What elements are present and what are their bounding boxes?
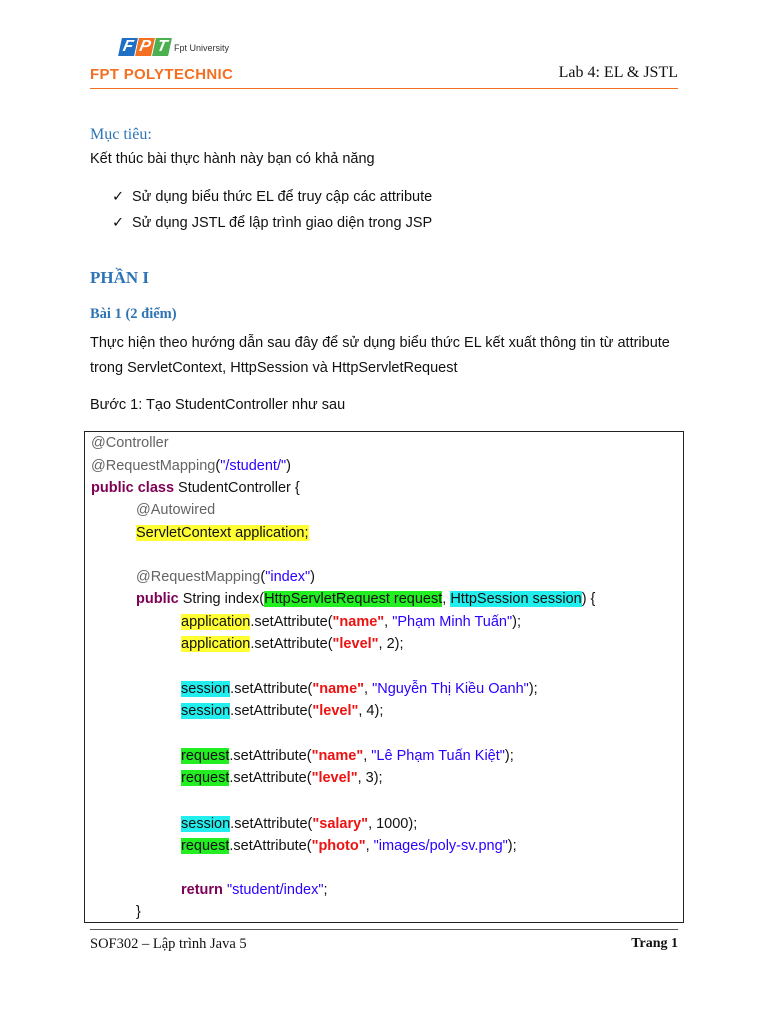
code-token: request — [181, 838, 230, 854]
code-token: application — [181, 614, 251, 630]
code-line: return "student/index"; — [181, 882, 328, 898]
code-token: "level" — [311, 770, 358, 786]
step-label: Bước 1: Tạo StudentController như sau — [90, 397, 346, 413]
objective-bullet — [112, 215, 432, 231]
objective-heading: Mục tiêu: — [90, 126, 152, 143]
code-token: StudentController { — [174, 480, 300, 496]
code-line — [136, 902, 141, 922]
code-token: "images/poly-sv.png" — [373, 838, 508, 854]
code-token: , 4); — [358, 703, 384, 719]
code-token: "Phạm Minh Tuấn" — [392, 614, 513, 630]
code-token: @RequestMapping — [91, 458, 216, 474]
code-token: @RequestMapping — [136, 569, 261, 585]
brand-name: FPT POLYTECHNIC — [90, 66, 234, 83]
lab-title: Lab 4: EL & JSTL — [558, 64, 678, 81]
code-token: } — [136, 904, 141, 920]
code-token: .setAttribute( — [250, 614, 333, 630]
page-number: Trang 1 — [631, 936, 678, 951]
fpt-university-logo — [118, 36, 228, 62]
code-token: "salary" — [312, 816, 369, 832]
logo-letter-f: F — [118, 38, 138, 56]
header-divider — [90, 88, 678, 89]
code-line: application.setAttribute("name", "Phạm Minh Tuấn"); — [181, 614, 522, 630]
code-token: @Autowired — [136, 502, 216, 518]
code-line: session.setAttribute("name", "Nguyễn Thị Kiều Oanh"); — [181, 681, 538, 697]
code-token: .setAttribute( — [230, 703, 313, 719]
code-token: "level" — [332, 636, 379, 652]
footer-course: SOF302 – Lập trình Java 5 — [90, 936, 247, 952]
checkmark-icon: ✓ — [112, 189, 125, 205]
code-token: @Controller — [91, 435, 169, 451]
logo-text: Fpt University — [174, 43, 230, 53]
exercise-title: Bài 1 (2 điểm) — [90, 306, 177, 322]
code-token: "Lê Phạm Tuấn Kiệt" — [371, 748, 505, 764]
code-token: .setAttribute( — [250, 636, 333, 652]
checkmark-icon: ✓ — [112, 215, 125, 231]
code-token: "photo" — [311, 838, 366, 854]
footer-divider — [90, 929, 678, 930]
code-token: session — [181, 703, 231, 719]
code-token: session — [181, 816, 231, 832]
objective-intro: Kết thúc bài thực hành này bạn có khả năng — [90, 151, 375, 167]
part-heading: PHẦN I — [90, 268, 150, 287]
code-token: "name" — [332, 614, 385, 630]
code-token: application — [181, 636, 251, 652]
code-token: , 2); — [378, 636, 404, 652]
code-token: public class — [91, 480, 175, 496]
code-line — [91, 433, 169, 453]
code-line: request.setAttribute("photo", "images/poly-sv.png"); — [181, 838, 517, 854]
code-token: .setAttribute( — [229, 838, 312, 854]
logo-letter-t: T — [152, 38, 172, 56]
logo-letter-p: P — [135, 38, 155, 56]
code-token: "level" — [312, 703, 359, 719]
code-token: .setAttribute( — [230, 681, 313, 697]
code-token: request — [181, 748, 230, 764]
code-token: HttpSession session — [450, 591, 582, 607]
objective-bullet — [112, 189, 432, 205]
code-token: .setAttribute( — [229, 770, 312, 786]
code-token: "Nguyễn Thị Kiều Oanh" — [372, 681, 529, 697]
code-token: public — [136, 591, 179, 607]
code-line: @RequestMapping("/student/") — [91, 458, 291, 474]
code-token: "name" — [311, 748, 364, 764]
code-token: , 1000); — [368, 816, 418, 832]
code-token: ) { — [581, 591, 596, 607]
code-line — [181, 701, 383, 721]
code-line — [136, 500, 215, 520]
code-line — [136, 523, 309, 543]
code-token: HttpServletRequest request — [264, 591, 443, 607]
bullet-text: Sử dụng biểu thức EL để truy cập các attribute — [132, 189, 433, 205]
code-line — [91, 478, 300, 498]
code-token: , 3); — [357, 770, 383, 786]
code-token: .setAttribute( — [229, 748, 312, 764]
code-token: .setAttribute( — [230, 816, 313, 832]
code-line — [181, 634, 404, 654]
code-token: ServletContext application; — [136, 525, 309, 541]
code-token: "name" — [312, 681, 365, 697]
code-line — [181, 768, 383, 788]
code-line: public String index(HttpServletRequest request, HttpSession session) { — [136, 591, 596, 607]
code-token: String index( — [178, 591, 265, 607]
code-line — [181, 814, 417, 834]
code-line: @RequestMapping("index") — [136, 569, 316, 585]
code-token: return — [181, 882, 223, 898]
exercise-description: Thực hiện theo hướng dẫn sau đây để sử dụng biểu thức EL kết xuất thông tin từ attribute trong ServletContext, HttpSession và HttpServletRequest — [90, 335, 670, 376]
code-line: request.setAttribute("name", "Lê Phạm Tuấn Kiệt"); — [181, 748, 514, 764]
code-token: "student/index" — [226, 882, 324, 898]
code-token: session — [181, 681, 231, 697]
code-block — [84, 431, 684, 923]
code-token: "/student/" — [220, 458, 287, 474]
code-token: request — [181, 770, 230, 786]
code-token: "index" — [265, 569, 311, 585]
bullet-text: Sử dụng JSTL để lập trình giao diện trong JSP — [132, 215, 433, 231]
